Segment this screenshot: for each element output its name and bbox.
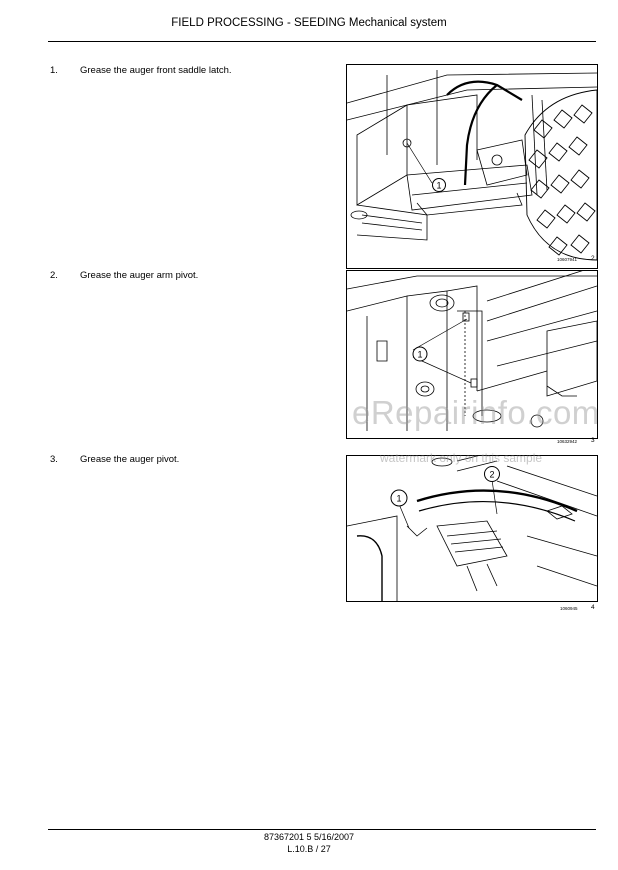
header-rule [48, 41, 596, 42]
figure-4-number: 4 [591, 604, 595, 611]
auger-pivot-illustration [347, 456, 597, 601]
figure-3-number: 3 [591, 437, 595, 444]
callout-1-label: 1 [396, 493, 402, 504]
figure-4-auger-pivot [346, 455, 598, 602]
callout-2-label: 2 [489, 469, 495, 480]
watermark-subtext: watermark only on this sample [380, 451, 543, 465]
footer-page-number: L.10.B / 27 [287, 844, 331, 854]
step-1-text: Grease the auger front saddle latch. [80, 65, 232, 76]
figure-3-code: 10632942 [557, 439, 578, 444]
step-1-number: 1. [50, 65, 58, 76]
figure-2-code: 10607941 [557, 257, 578, 262]
callout-1-label: 1 [417, 349, 423, 360]
figure-4-code: 1060945 [560, 606, 578, 611]
page-title: FIELD PROCESSING - SEEDING Mechanical system [171, 17, 447, 29]
callout-1-label: 1 [436, 180, 442, 191]
step-2-number: 2. [50, 270, 58, 281]
step-3-text: Grease the auger pivot. [80, 454, 180, 465]
footer-rule [48, 829, 596, 830]
watermark-text: eRepairinfo.com [352, 394, 600, 431]
figure-2-number: 2 [591, 255, 595, 262]
step-3-number: 3. [50, 454, 58, 465]
footer-doc-ref: 87367201 5 5/16/2007 [263, 832, 355, 842]
step-2-text: Grease the auger arm pivot. [80, 270, 199, 281]
saddle-latch-illustration [347, 65, 597, 268]
figure-2-saddle-latch [346, 64, 598, 269]
